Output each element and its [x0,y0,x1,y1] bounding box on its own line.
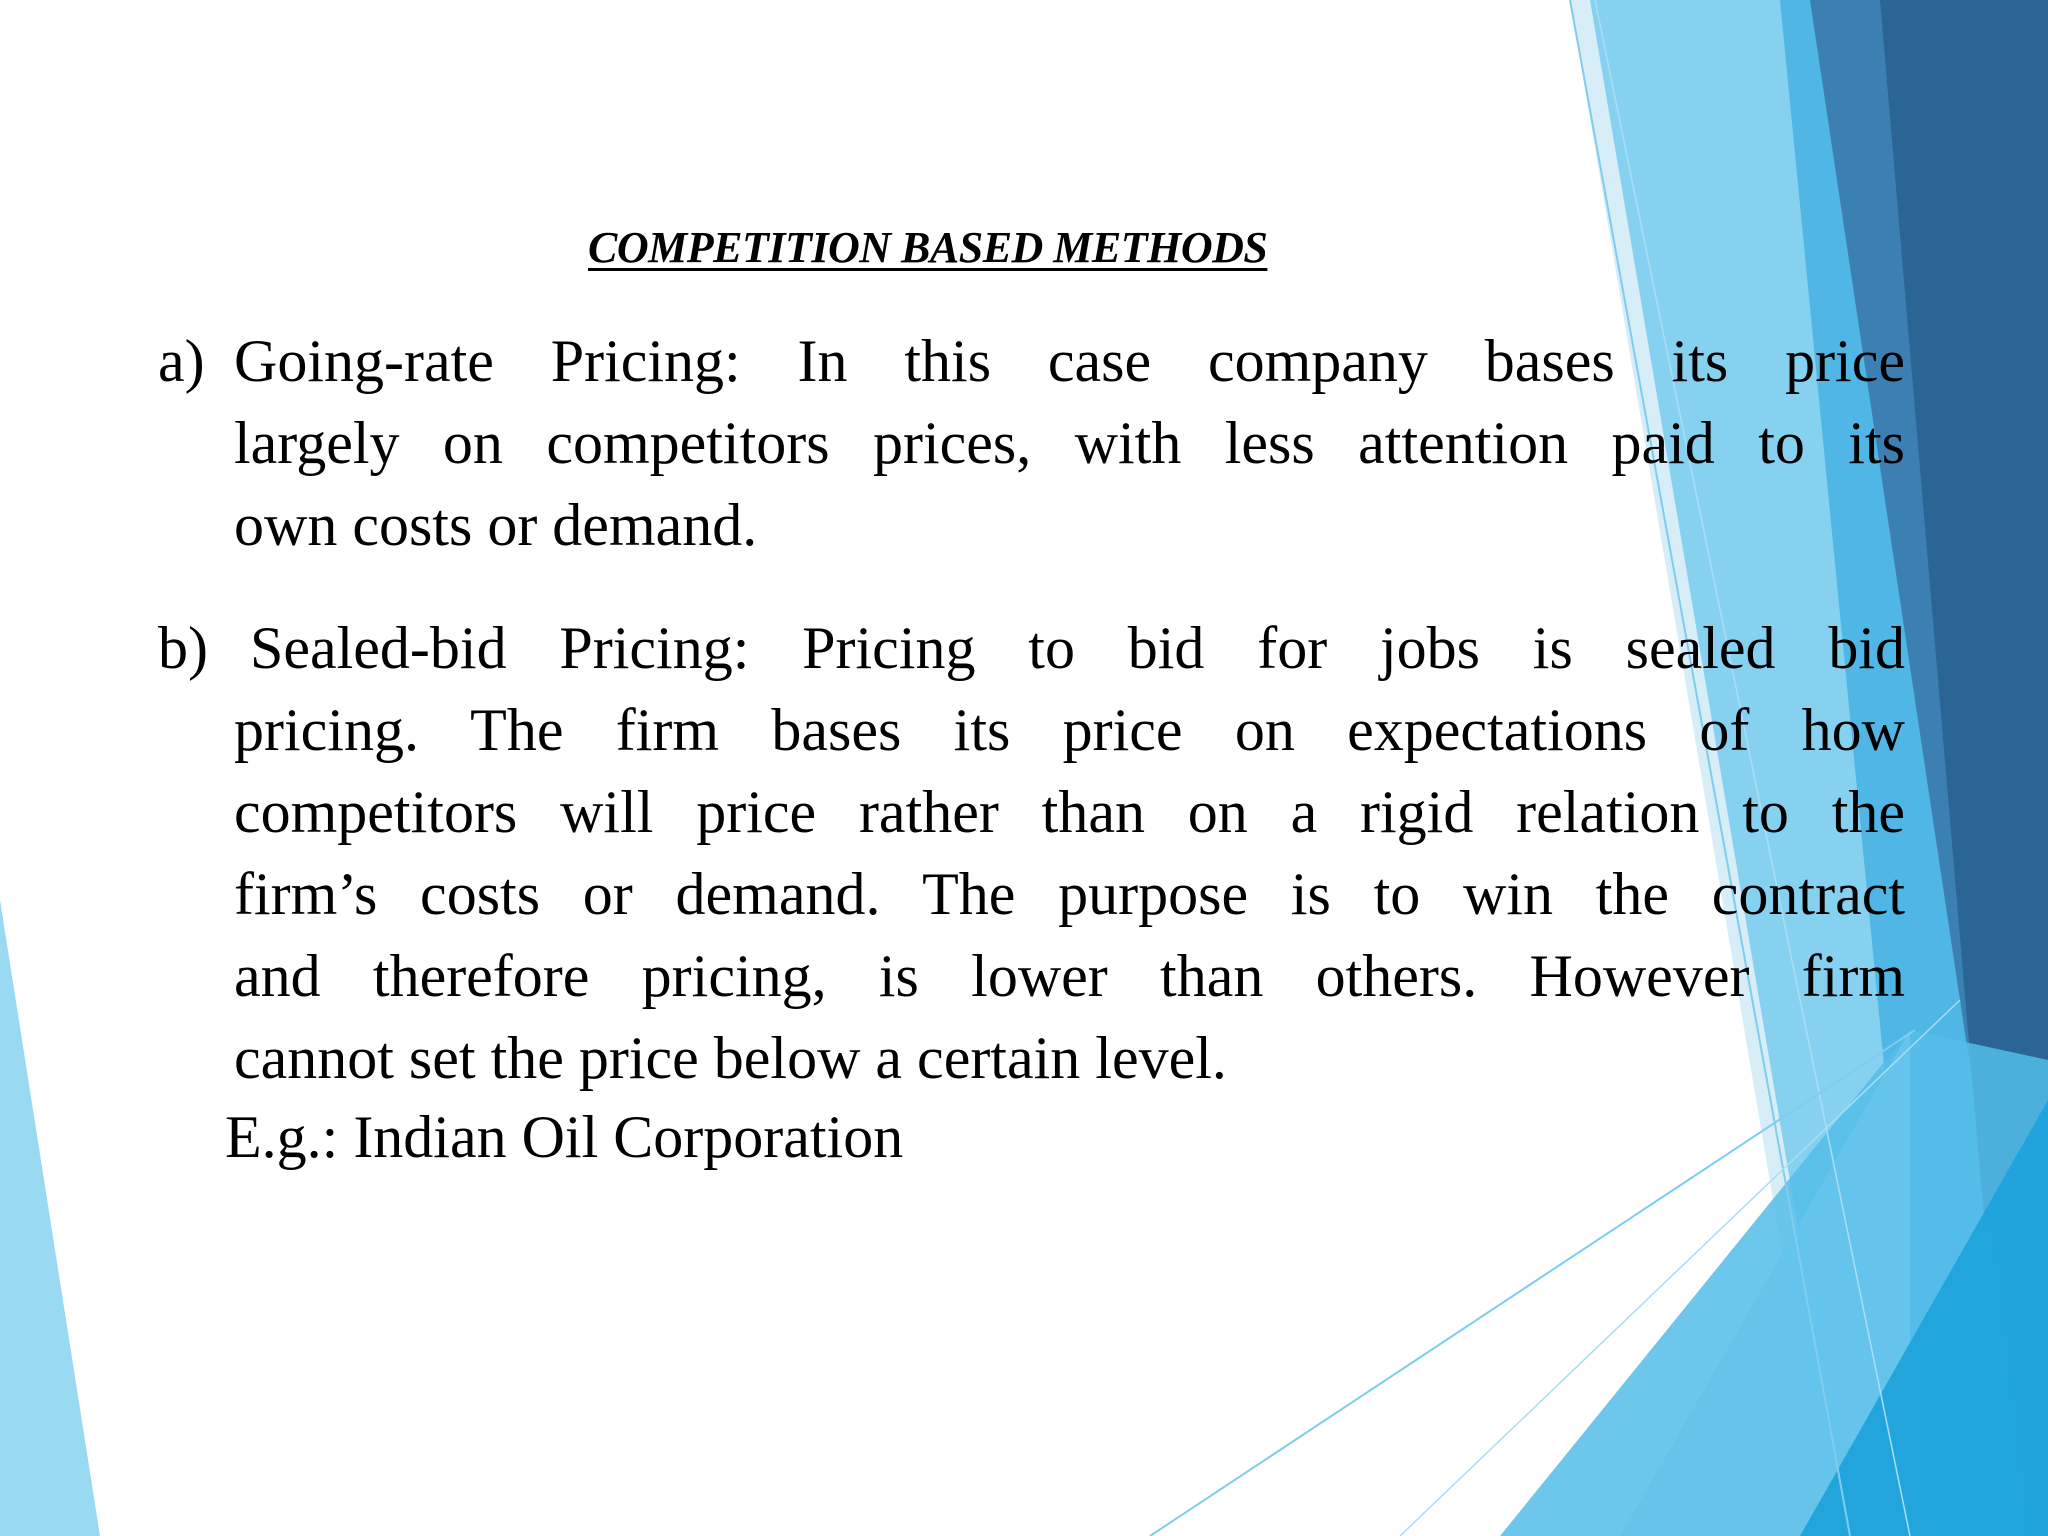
list-marker: b) [158,615,208,681]
text-line: firm’s costs or demand. The purpose is to win the contract [234,861,1905,927]
text-line: pricing. The firm bases its price on expectations of how [234,697,1905,763]
text-line: Going-rate Pricing: In this case company bases its price [234,328,1905,394]
list-item-text [234,320,1905,566]
text-line: Sealed-bid Pricing: Pricing to bid for jobs is sealed bid [250,615,1905,681]
list-marker: a) [158,328,205,394]
list-item-text [234,607,1905,1099]
slide-title: COMPETITION BASED METHODS [588,223,1268,272]
example-text: E.g.: Indian Oil Corporation [225,1104,904,1170]
text-line: largely on competitors prices, with less attention paid to its [234,410,1905,476]
text-line: cannot set the price below a certain level. [234,1025,1227,1091]
text-line: and therefore pricing, is lower than others. However firm [234,943,1905,1009]
text-line: competitors will price rather than on a rigid relation to the [234,779,1905,845]
text-line: own costs or demand. [234,492,758,558]
